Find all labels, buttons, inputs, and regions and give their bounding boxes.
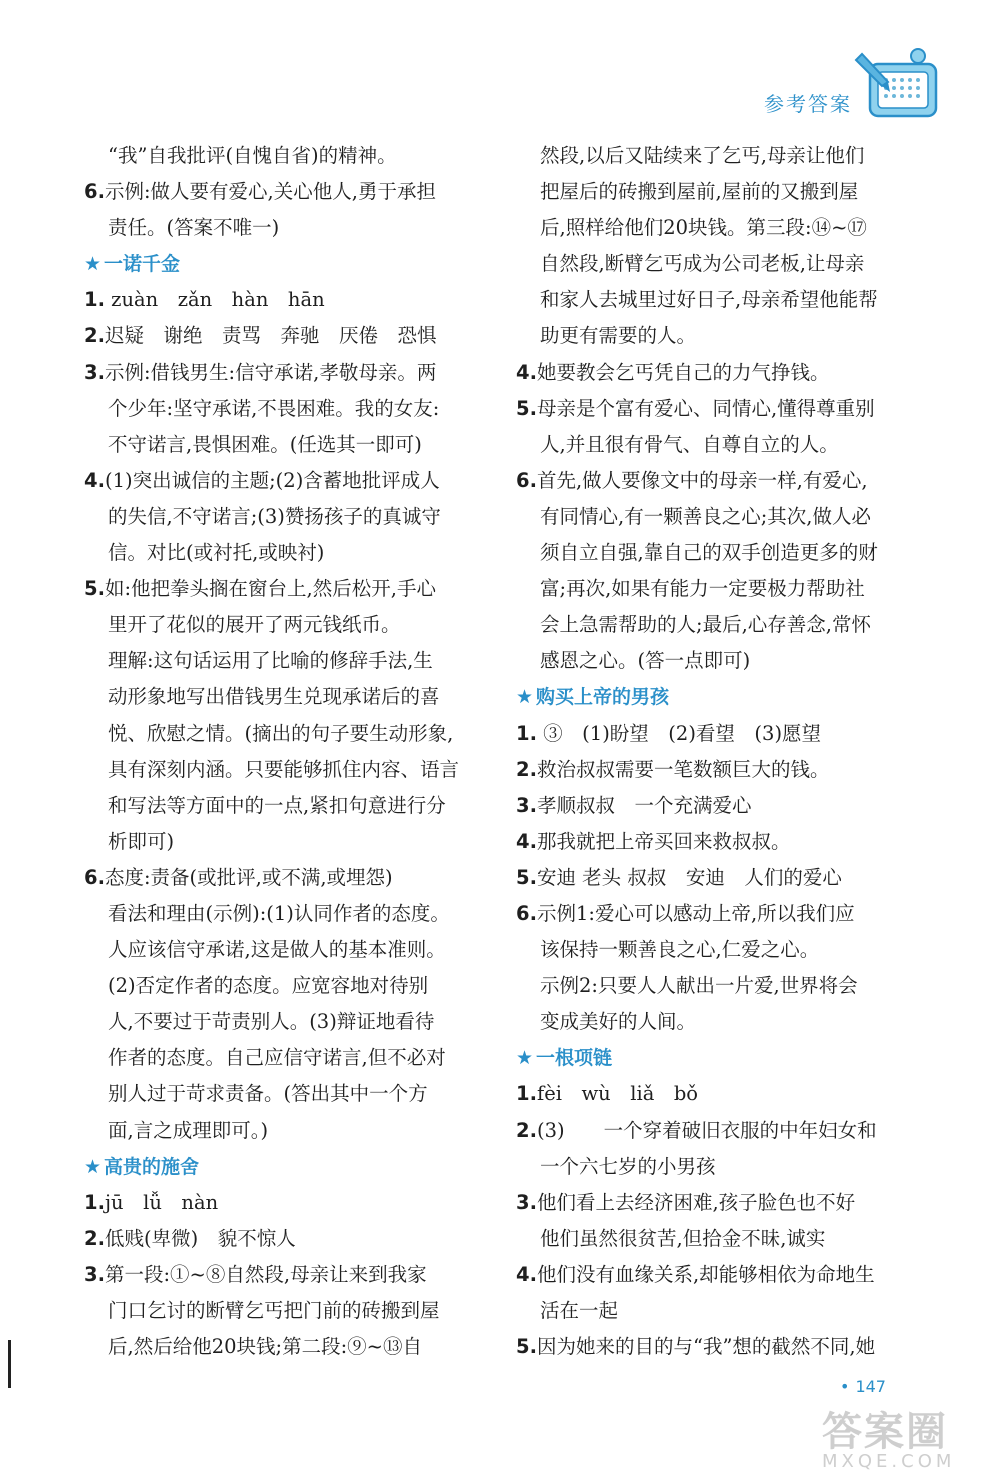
answer-number: 2. [84, 1226, 105, 1250]
answer-line: 后,然后给他20块钱;第二段:⑨~⑬自 [108, 1335, 422, 1359]
page-dot-icon: • [840, 1377, 850, 1396]
answer-line: 看法和理由(示例):(1)认同作者的态度。 [108, 901, 450, 925]
answer-item [516, 896, 908, 932]
answer-number: 5. [516, 865, 537, 889]
answer-text: jū lǚ nàn [104, 1190, 219, 1214]
answer-item [84, 1185, 476, 1221]
answer-number: 1. [84, 288, 105, 312]
answer-text: 首先,做人要像文中的母亲一样,有爱心, [536, 468, 868, 492]
answer-number: 1. [516, 721, 537, 745]
answer-number: 5. [516, 1335, 537, 1359]
answer-number: 3. [84, 1262, 105, 1286]
section-title [516, 679, 908, 715]
answer-item [516, 1076, 908, 1112]
answer-number: 6. [84, 180, 105, 204]
answer-line: 的失信,不守诺言;(3)赞扬孩子的真诚守 [108, 504, 441, 528]
watermark-en: MXQE.COM [822, 1451, 956, 1472]
answer-number: 4. [516, 360, 537, 384]
answer-text: 孝顺叔叔 一个充满爱心 [536, 793, 752, 817]
scan-mark [8, 1340, 11, 1388]
answer-text: 示例1:爱心可以感动上帝,所以我们应 [536, 901, 855, 925]
answer-line: 把屋后的砖搬到屋前,屋前的又搬到屋 [540, 180, 859, 204]
answer-text: 低贱(卑微) 貌不惊人 [104, 1226, 296, 1250]
answer-line: 责任。(答案不唯一) [108, 216, 280, 240]
answer-column-right [516, 138, 908, 1365]
answer-item [516, 355, 908, 391]
section-title-text: 一诺千金 [104, 253, 181, 276]
answer-line: 感恩之心。(答一点即可) [540, 649, 751, 673]
answer-line: 个少年:坚守承诺,不畏困难。我的女友: [108, 396, 440, 420]
answer-text: 他们没有血缘关系,却能够相依为命地生 [536, 1262, 875, 1286]
answer-number: 6. [84, 865, 105, 889]
answer-line: 自然段,断臂乞丐成为公司老板,让母亲 [540, 252, 865, 276]
watermark [822, 1400, 965, 1472]
answer-text: zuàn zǎn hàn hān [104, 288, 325, 312]
answer-line: 人,不要过于苛责别人。(3)辩证地看待 [108, 1010, 435, 1034]
answer-number: 4. [516, 1262, 537, 1286]
answer-line: 该保持一颗善良之心,仁爱之心。 [540, 938, 820, 962]
answer-line: 动形象地写出借钱男生兑现承诺后的喜 [108, 685, 440, 709]
answer-line: 信。对比(或衬托,或映衬) [108, 541, 325, 565]
star-icon: ★ [84, 1155, 102, 1178]
answer-line: 有同情心,有一颗善良之心;其次,做人必 [540, 504, 871, 528]
answer-line: 活在一起 [540, 1299, 619, 1322]
answer-number: 3. [84, 360, 105, 384]
answer-item [516, 752, 908, 788]
answer-number: 1. [84, 1190, 105, 1214]
answer-text: 示例:做人要有爱心,关心他人,勇于承担 [104, 180, 436, 204]
answer-line: 示例2:只要人人献出一片爱,世界将会 [540, 974, 858, 998]
answer-item [516, 463, 908, 499]
answer-item [84, 318, 476, 354]
answer-line: 然段,以后又陆续来了乞丐,母亲让他们 [540, 144, 865, 167]
answer-number: 5. [84, 577, 105, 601]
answer-line: “我”自我批评(自愧自省)的精神。 [108, 144, 397, 167]
answer-number: 6. [516, 901, 537, 925]
answer-number: 2. [516, 1118, 537, 1142]
answer-text: 迟疑 谢绝 责骂 奔驰 厌倦 恐惧 [104, 324, 437, 348]
answer-line: 后,照样给他们20块钱。第三段:⑭~⑰ [540, 216, 867, 240]
section-title-text: 购买上帝的男孩 [536, 686, 670, 709]
answer-number: 4. [84, 468, 105, 492]
page-number-text: 147 [855, 1377, 886, 1396]
answer-number: 2. [84, 324, 105, 348]
star-icon: ★ [84, 253, 102, 276]
answer-number: 2. [516, 757, 537, 781]
section-title [84, 246, 476, 282]
answer-line: 不守诺言,畏惧困难。(任选其一即可) [108, 432, 422, 456]
answer-number: 3. [516, 1190, 537, 1214]
answer-number: 1. [516, 1082, 537, 1106]
answer-text: 母亲是个富有爱心、同情心,懂得尊重别 [536, 396, 875, 420]
answer-item [516, 1329, 908, 1365]
answer-item [84, 355, 476, 391]
answer-item [516, 1113, 908, 1149]
answer-line: 助更有需要的人。 [540, 324, 697, 348]
answer-line: 和家人去城里过好日子,母亲希望他能帮 [540, 288, 878, 312]
answer-item [516, 860, 908, 896]
answer-line: 具有深刻内涵。只要能够抓住内容、语言 [108, 757, 460, 781]
answer-text: 她要教会乞丐凭自己的力气挣钱。 [536, 360, 830, 384]
answer-text: 态度:责备(或批评,或不满,或埋怨) [104, 865, 393, 889]
answer-text: 第一段:①~⑧自然段,母亲让来到我家 [104, 1262, 427, 1286]
answer-item [84, 571, 476, 607]
answer-item [84, 174, 476, 210]
answer-text: ③ (1)盼望 (2)看望 (3)愿望 [536, 721, 822, 745]
answer-item [84, 1257, 476, 1293]
answer-line: 悦、欣慰之情。(摘出的句子要生动形象, [108, 721, 454, 745]
answer-text: 因为她来的目的与“我”想的截然不同,她 [536, 1335, 876, 1359]
page-number [840, 1377, 886, 1396]
section-title [84, 1149, 476, 1185]
answer-text: 如:他把拳头搁在窗台上,然后松开,手心 [104, 577, 436, 601]
answer-line: 面,言之成理即可。) [108, 1118, 269, 1142]
answer-text: 安迪 老头 叔叔 安迪 人们的爱心 [536, 865, 842, 889]
watermark-cn: 答案圈 [822, 1409, 948, 1455]
answer-text: 他们看上去经济困难,孩子脸色也不好 [536, 1190, 856, 1214]
answer-line: 变成美好的人间。 [540, 1010, 697, 1034]
section-title [516, 1040, 908, 1076]
answer-line: 人,并且很有骨气、自尊自立的人。 [540, 432, 839, 456]
star-icon: ★ [516, 1047, 534, 1070]
answer-item [84, 860, 476, 896]
answer-line: 和写法等方面中的一点,紧扣句意进行分 [108, 793, 446, 817]
answer-text: (3) 一个穿着破旧衣服的中年妇女和 [536, 1118, 877, 1142]
answer-line: 人应该信守承诺,这是做人的基本准则。 [108, 938, 446, 962]
page-header [0, 0, 1000, 140]
answer-line: 须自立自强,靠自己的双手创造更多的财 [540, 541, 878, 565]
answer-text: 那我就把上帝买回来救叔叔。 [536, 829, 791, 853]
tablet-pen-icon [852, 42, 942, 127]
section-title-text: 一根项链 [536, 1047, 613, 1070]
section-title-text: 高贵的施舍 [104, 1155, 200, 1178]
answer-line: 作者的态度。自己应信守诺言,但不必对 [108, 1046, 446, 1070]
answer-item [516, 788, 908, 824]
header-title: 参考答案 [764, 92, 852, 116]
answer-line: 他们虽然很贫苦,但拾金不昧,诚实 [540, 1226, 826, 1250]
answer-column-left [84, 138, 476, 1365]
answer-item [516, 391, 908, 427]
answer-line: 析即可) [108, 829, 175, 853]
answer-item [516, 1185, 908, 1221]
answer-number: 5. [516, 396, 537, 420]
answer-number: 6. [516, 468, 537, 492]
answer-item [516, 716, 908, 752]
answer-line: 一个六七岁的小男孩 [540, 1154, 716, 1178]
answer-line: 别人过于苛求责备。(答出其中一个方 [108, 1082, 428, 1106]
answer-item [84, 1221, 476, 1257]
answer-number: 3. [516, 793, 537, 817]
answer-line: 理解:这句话运用了比喻的修辞手法,生 [108, 649, 433, 673]
answer-line: 富;再次,如果有能力一定要极力帮助社 [540, 577, 865, 601]
answer-text: (1)突出诚信的主题;(2)含蓄地批评成人 [104, 468, 440, 492]
answer-line: 门口乞讨的断臂乞丐把门前的砖搬到屋 [108, 1299, 440, 1322]
answer-line: (2)否定作者的态度。应宽容地对待别 [108, 974, 429, 998]
answer-line: 里开了花似的展开了两元钱纸币。 [108, 613, 401, 637]
answer-line: 会上急需帮助的人;最后,心存善念,常怀 [540, 613, 871, 637]
answer-text: 救治叔叔需要一笔数额巨大的钱。 [536, 757, 830, 781]
answer-item [516, 1257, 908, 1293]
answer-item [84, 463, 476, 499]
answer-number: 4. [516, 829, 537, 853]
answer-text: 示例:借钱男生:信守承诺,孝敬母亲。两 [104, 360, 437, 384]
answer-item [84, 282, 476, 318]
star-icon: ★ [516, 686, 534, 709]
answer-item [516, 824, 908, 860]
answer-text: fèi wù liǎ bǒ [536, 1082, 699, 1106]
